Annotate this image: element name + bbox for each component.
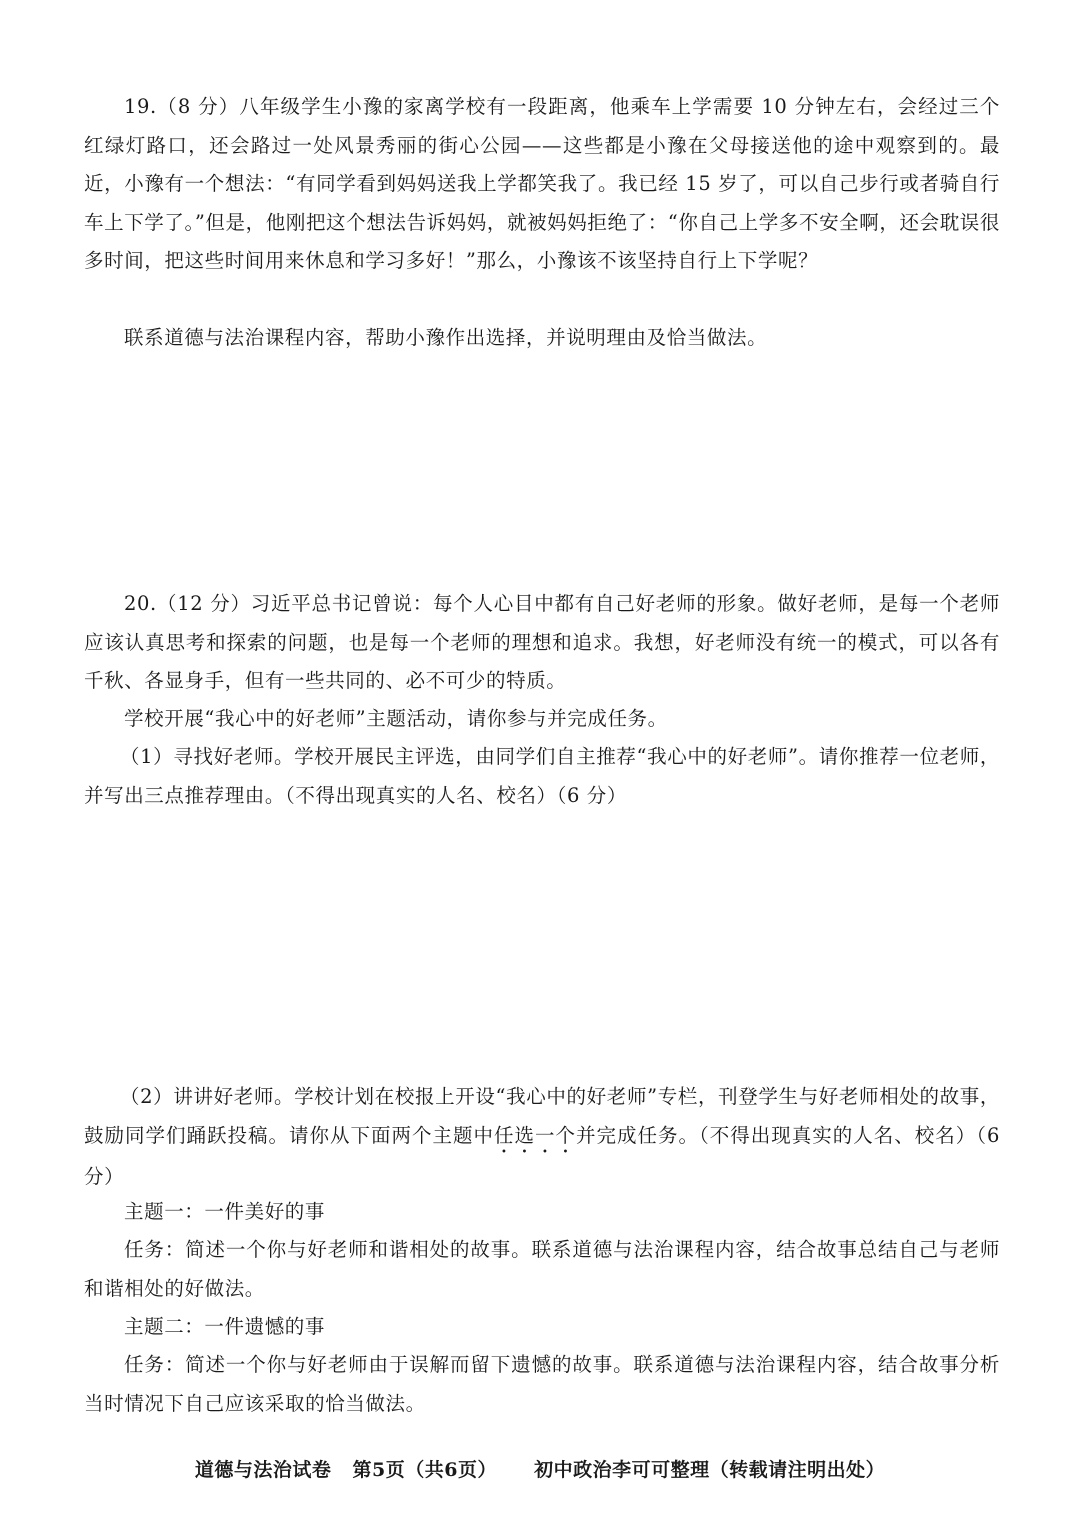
footer-exam-name: 道德与法治试卷 — [194, 1459, 332, 1481]
q20-intro: 学校开展“我心中的好老师”主题活动，请你参与并完成任务。 — [124, 707, 668, 730]
q20-part2-text-after: 并完成任务。（不得出现真实的人名、校名）（6 分） — [84, 1123, 1000, 1188]
q19-task: 联系道德与法治课程内容，帮助小豫作出选择，并说明理由及恰当做法。 — [124, 326, 768, 349]
theme2-task: 任务：简述一个你与好老师由于误解而留下遗憾的故事。联系道德与法治课程内容，结合故事分析当时情况下自己应该采取的恰当做法。 — [84, 1353, 1000, 1415]
footer-page-info: 第5页（共6页） — [352, 1459, 497, 1481]
theme2-title: 主题二：一件遗憾的事 — [124, 1315, 326, 1338]
q20-part2 — [84, 1078, 1000, 1196]
q20-stem: 20.（12 分）习近平总书记曾说：每个人心目中都有自己好老师的形象。做好老师，是每一个老师应该认真思考和探索的问题，也是每一个老师的理想和追求。我想，好老师没有统一的模式，可以各有千秋、各显身手，但有一些共同的、必不可少的特质。 — [84, 592, 1000, 692]
q20-part2-text-before: （2）讲讲好老师。学校计划在校报上开设“我心中的好老师”专栏，刊登学生与好老师相处的故事，鼓励同学们踊跃投稿。请你从下面两个主题中 — [84, 1085, 1000, 1147]
footer-credit: 初中政治李可可整理（转载请注明出处） — [534, 1459, 886, 1481]
q20-part2-emphasis: 任选一个 — [494, 1123, 576, 1147]
q20-part1: （1）寻找好老师。学校开展民主评选，由同学们自主推荐“我心中的好老师”。请你推荐一位老师，并写出三点推荐理由。（不得出现真实的人名、校名）（6 分） — [84, 745, 1000, 807]
theme1-task: 任务：简述一个你与好老师和谐相处的故事。联系道德与法治课程内容，结合故事总结自己与老师和谐相处的好做法。 — [84, 1238, 1000, 1300]
page-footer — [0, 1455, 1080, 1482]
theme1-title: 主题一：一件美好的事 — [124, 1200, 326, 1223]
q19-stem: 19.（8 分）八年级学生小豫的家离学校有一段距离，他乘车上学需要 10 分钟左右，会经过三个红绿灯路口，还会路过一处风景秀丽的街心公园——这些都是小豫在父母接送他的途中观察到的。最近，小豫有一个想法：“有同学看到妈妈送我上学都笑我了。我已经 15 岁了，可以自己步行或者骑自行车上下学了。”但是，他刚把这个想法告诉妈妈，就被妈妈拒绝了：“你自己上学多不安全啊，还会耽误很多时间，把这些时间用来休息和学习多好！”那么，小豫该不该坚持自行上下学呢？ — [84, 95, 1000, 272]
